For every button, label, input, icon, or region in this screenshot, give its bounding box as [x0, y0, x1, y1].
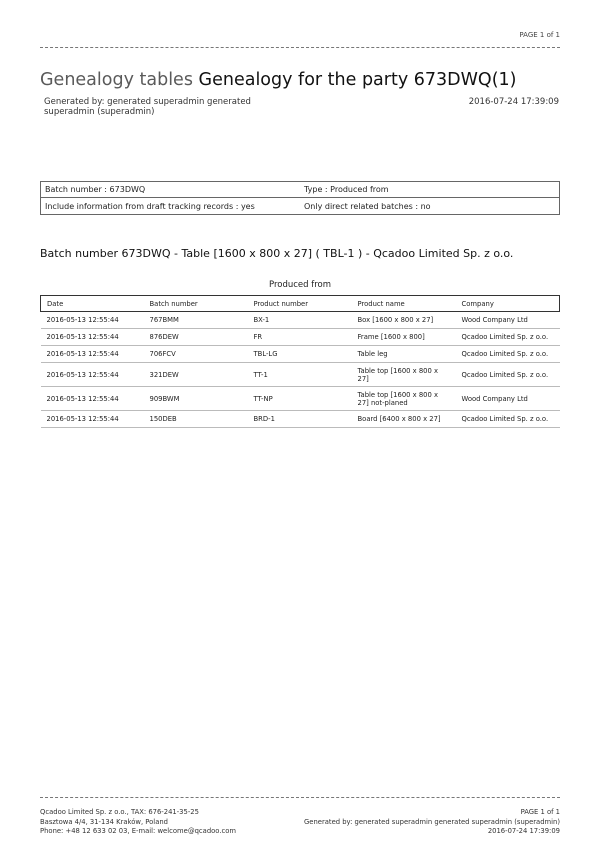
footer-contact-line: Phone: +48 12 633 02 03, E-mail: welcome@qcadoo.com: [40, 827, 237, 835]
report-title-main: Genealogy for the party 673DWQ(1): [198, 70, 517, 90]
cell-product-name: Table top [1600 x 800 x 27]: [352, 363, 456, 387]
table-row: [41, 312, 560, 329]
cell-company: Wood Company Ltd: [456, 312, 560, 329]
table-row: [41, 329, 560, 346]
cell-product-name: Frame [1600 x 800]: [352, 329, 456, 346]
include-draft-info: Include information from draft tracking records : yes: [45, 201, 255, 211]
type-info: Type : Produced from: [304, 185, 389, 194]
cell-company: Qcadoo Limited Sp. z o.o.: [456, 411, 560, 428]
column-header-batch-number: Batch number: [144, 296, 248, 312]
cell-batch-number: 321DEW: [144, 363, 248, 387]
generated-date: 2016-07-24 17:39:09: [468, 97, 559, 107]
cell-batch-number: 767BMM: [144, 312, 248, 329]
info-row-1: [41, 182, 559, 198]
column-header-product-name: Product name: [352, 296, 456, 312]
produced-from-table: [40, 295, 560, 428]
cell-product-name: Table leg: [352, 346, 456, 363]
cell-date: 2016-05-13 12:55:44: [41, 387, 144, 411]
cell-batch-number: 706FCV: [144, 346, 248, 363]
table-row: [41, 346, 560, 363]
cell-product-number: TBL-LG: [248, 346, 352, 363]
cell-date: 2016-05-13 12:55:44: [41, 329, 144, 346]
batch-number-info: Batch number : 673DWQ: [45, 185, 146, 194]
cell-company: Qcadoo Limited Sp. z o.o.: [456, 363, 560, 387]
info-row-2: [41, 198, 559, 214]
cell-date: 2016-05-13 12:55:44: [41, 363, 144, 387]
report-title-category: Genealogy tables: [40, 70, 193, 90]
cell-product-name: Board [6400 x 800 x 27]: [352, 411, 456, 428]
cell-batch-number: 150DEB: [144, 411, 248, 428]
cell-product-number: TT-NP: [248, 387, 352, 411]
cell-date: 2016-05-13 12:55:44: [41, 346, 144, 363]
footer-address-line: Basztowa 4/4, 31-134 Kraków, Poland: [40, 817, 168, 826]
column-header-date: Date: [41, 296, 144, 312]
table-row: [41, 411, 560, 428]
footer-generated-by: Generated by: generated superadmin generated superadmin (superadmin): [304, 817, 560, 826]
header-divider: [40, 47, 560, 48]
footer-divider: [40, 797, 560, 798]
cell-batch-number: 876DEW: [144, 329, 248, 346]
cell-company: Qcadoo Limited Sp. z o.o.: [456, 346, 560, 363]
footer-page-number: PAGE 1 of 1: [520, 808, 560, 816]
cell-company: Wood Company Ltd: [456, 387, 560, 411]
only-direct-info: Only direct related batches : no: [304, 201, 431, 211]
table-header-row: [41, 296, 560, 312]
section-heading: Batch number 673DWQ - Table [1600 x 800 x 27] ( TBL-1 ) - Qcadoo Limited Sp. z o.o.: [40, 247, 514, 260]
cell-product-name: Box [1600 x 800 x 27]: [352, 312, 456, 329]
table-row: [41, 387, 560, 411]
footer-company-line: Qcadoo Limited Sp. z o.o., TAX: 676-241-35-25: [40, 808, 199, 816]
cell-batch-number: 909BWM: [144, 387, 248, 411]
footer-meta: [304, 808, 560, 837]
cell-product-number: TT-1: [248, 363, 352, 387]
report-title: [40, 70, 517, 90]
footer-generated-date: 2016-07-24 17:39:09: [487, 827, 560, 835]
cell-product-number: BRD-1: [248, 411, 352, 428]
cell-company: Qcadoo Limited Sp. z o.o.: [456, 329, 560, 346]
column-header-company: Company: [456, 296, 560, 312]
column-header-product-number: Product number: [248, 296, 352, 312]
cell-product-number: FR: [248, 329, 352, 346]
cell-product-name: Table top [1600 x 800 x 27] not-planed: [352, 387, 456, 411]
footer-company-info: [40, 808, 236, 837]
cell-date: 2016-05-13 12:55:44: [41, 312, 144, 329]
info-box: [40, 181, 560, 215]
cell-product-number: BX-1: [248, 312, 352, 329]
cell-date: 2016-05-13 12:55:44: [41, 411, 144, 428]
generated-by: Generated by: generated superadmin generated superadmin (superadmin): [44, 97, 251, 117]
table-row: [41, 363, 560, 387]
page-number-top: PAGE 1 of 1: [519, 31, 560, 39]
table-caption: Produced from: [268, 280, 332, 290]
